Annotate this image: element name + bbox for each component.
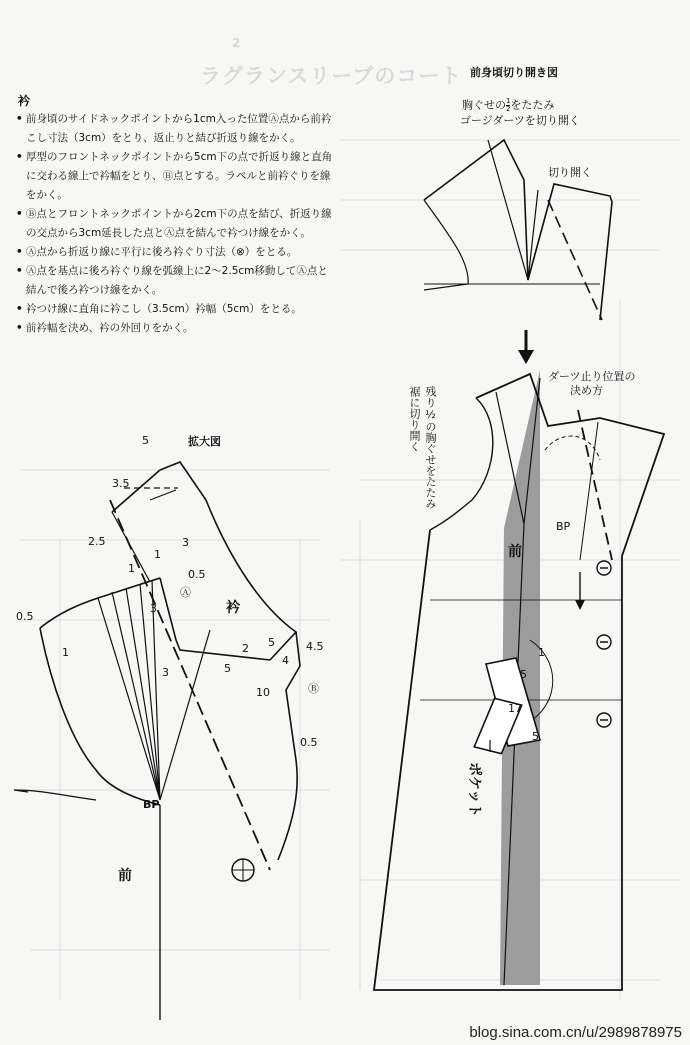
front-diagram-title: 前身頃切り開き図: [470, 66, 558, 79]
point-a: Ⓐ: [180, 586, 191, 599]
armhole-curve: [40, 628, 160, 805]
front-cut-open-label: 切り開く: [548, 166, 592, 179]
front-small-arrow-head: [575, 600, 585, 610]
top-piece-dash: [548, 200, 602, 320]
hem-note2: 裾に切り開く: [408, 386, 421, 452]
instruction-step: • Ⓑ点とフロントネックポイントから2cm下の点を結び、折返り線の交点から3cm延長した点とⒶ点を結んで衿つけ線をかく。: [16, 205, 334, 243]
dim-1-c: 1: [62, 646, 69, 659]
front-armhole: [430, 398, 493, 530]
dim-5-top: 5: [142, 434, 149, 447]
ghost-page-number: 2: [232, 36, 241, 50]
cut-open-line: [160, 630, 210, 800]
dim-3-a: 3: [182, 536, 189, 549]
front-top-note-line2: ゴージダーツを切り開く: [460, 114, 580, 127]
dart-stop-line2: 決め方: [570, 384, 603, 397]
front-bp-label: BP: [556, 520, 571, 533]
front-dim-5-b: 5: [532, 730, 539, 743]
instruction-step: • 厚型のフロントネックポイントから5cm下の点で折返り線と直角に交わる線上で衿幅をとり、Ⓑ点とする。ラペルと前衿ぐりを線をかく。: [16, 148, 334, 205]
dim-0-5-c: 0.5: [300, 736, 318, 749]
point-b: Ⓑ: [308, 682, 319, 695]
ghost-page-title: ラグランスリーブのコート: [200, 64, 463, 88]
dim-4: 4: [282, 654, 289, 667]
instruction-step: • 前身頃のサイドネックポイントから1cm入った位置Ⓐ点から前衿こし寸法（3cm）をとり、返止りと結び折返り線をかく。: [16, 110, 334, 148]
button-marks: [600, 568, 608, 720]
dim-10: 10: [256, 686, 270, 699]
collar-outline: [160, 462, 296, 660]
dim-2-5: 2.5: [88, 535, 106, 548]
dart-stop-line1: ダーツ止り位置の: [548, 370, 636, 383]
front-dim-1: 1: [538, 646, 545, 659]
top-piece-dart: [488, 140, 538, 280]
dim-5-b: 5: [268, 636, 275, 649]
hem-note: 残り½の胸ぐせをたたみ: [424, 386, 437, 509]
dim-3-5: 3.5: [112, 477, 130, 490]
front-top-note-line1: 胸ぐせの $\frac{1}{2}$ をたたみ: [462, 97, 555, 113]
zoom-diagram-title: 拡大図: [188, 435, 221, 448]
dim-3-c: 3: [162, 666, 169, 679]
down-arrow-head: [518, 350, 534, 364]
dim-5-c: 5: [224, 662, 231, 675]
zoom-pattern: [14, 462, 300, 1020]
zoom-labels: [16, 434, 324, 884]
top-piece-armhole: [424, 200, 468, 290]
dim-4-5: 4.5: [306, 640, 324, 653]
front-buttons: [597, 561, 611, 727]
dim-1-a: 1: [128, 562, 135, 575]
source-caption: blog.sina.com.cn/u/2989878975: [469, 1024, 682, 1041]
front-label: 前: [118, 868, 132, 884]
front-dim-5-a: 5: [520, 668, 527, 681]
collar-label: 衿: [226, 600, 240, 616]
instruction-step: • Ⓐ点を基点に後ろ衿ぐり線を弧線上に2～2.5cm移動してⒶ点と結んで後ろ衿つけ線をかく。: [16, 262, 334, 300]
dim-1-b: 1: [154, 548, 161, 561]
dim-0-5-b: 0.5: [16, 610, 34, 623]
neck-line: [160, 578, 270, 660]
pocket-label: ポケット: [466, 762, 482, 818]
collar-arrow: [150, 490, 176, 500]
top-piece-outline: [424, 140, 612, 320]
dim-3-b: 3: [150, 602, 157, 615]
dim-2: 2: [242, 642, 249, 655]
instruction-step: • 衿つけ線に直角に衿こし（3.5cm）衿幅（5cm）をとる。: [16, 300, 334, 319]
dim-0-5-a: 0.5: [188, 568, 206, 581]
instruction-step: • Ⓐ点から折返り線に平行に後ろ衿ぐり寸法（⊗）をとる。: [16, 243, 334, 262]
front-dim-17: 17: [508, 702, 522, 715]
front-top-piece: [424, 140, 612, 320]
instruction-step: • 前衿幅を決め、衿の外回りをかく。: [16, 319, 334, 338]
dart-stop-arc: [545, 436, 600, 460]
bp-label: BP: [143, 798, 160, 811]
side-line: [14, 790, 96, 800]
collar-section-title: 衿: [18, 94, 31, 108]
front-piece-label: 前: [508, 544, 522, 560]
